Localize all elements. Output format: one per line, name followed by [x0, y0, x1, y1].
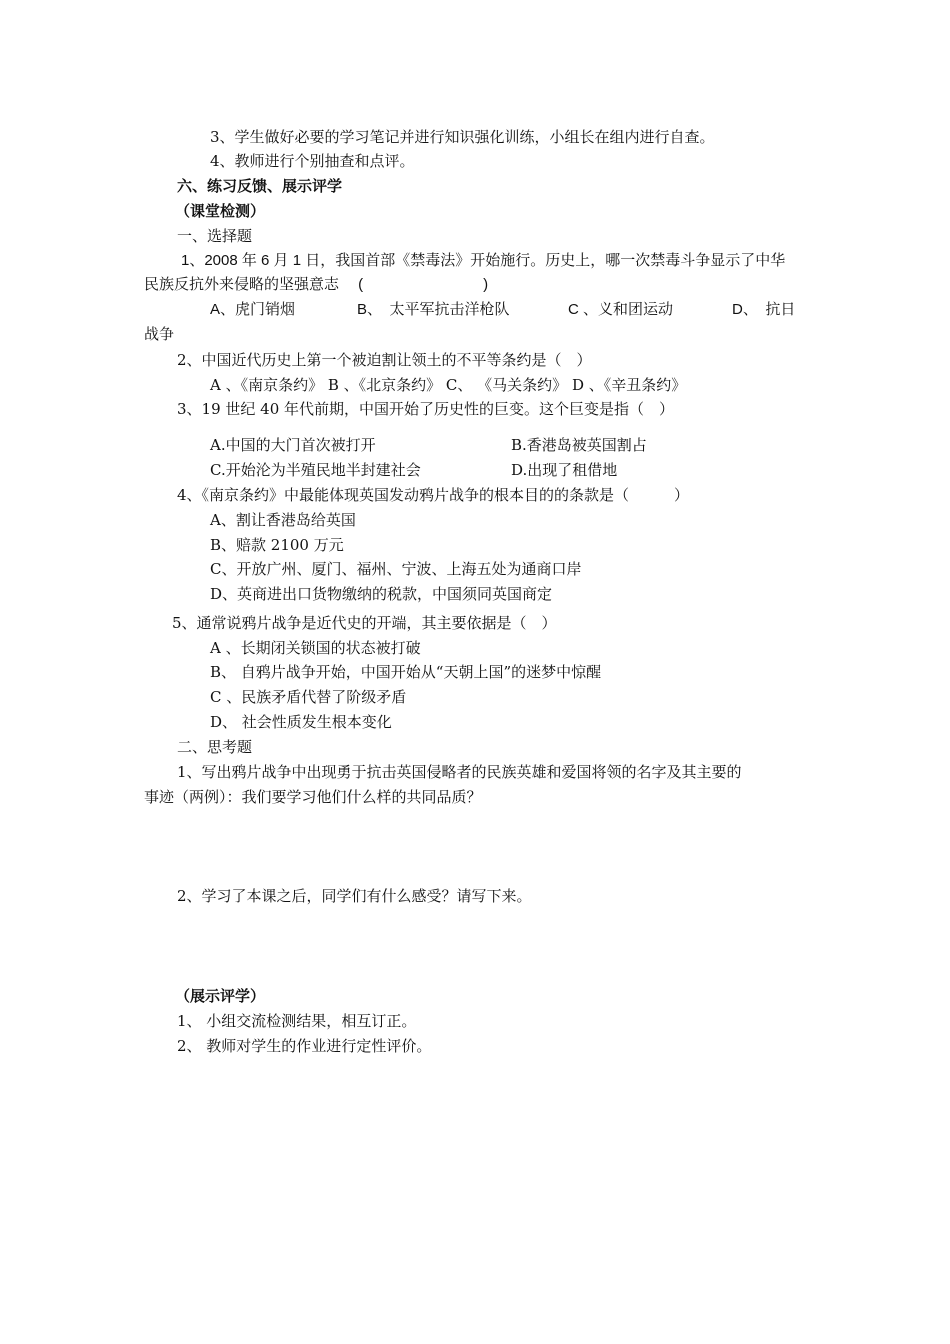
q1-stem-line-1: 1、2008 年 6 月 1 日，我国首部《禁毒法》开始施行。历史上，哪一次禁毒斗争显示了中华: [181, 252, 786, 269]
q5-option-a: A 、长期闭关锁国的状态被打破: [210, 639, 421, 657]
q1-option-b: B、 太平军抗击洋枪队: [357, 301, 510, 318]
q1-stem-line-2: 民族反抗外来侵略的坚强意志 ( ): [144, 276, 489, 293]
q1-option-d: D、 抗日: [732, 301, 796, 318]
q2-options: A 、《南京条约》 B 、《北京条约》 C、 《马关条约》 D 、《辛丑条约》: [210, 376, 687, 394]
q3-option-c: C.开始沦为半殖民地半封建社会: [210, 461, 421, 479]
q3-stem: 3、19 世纪 40 年代前期，中国开始了历史性的巨变。这个巨变是指（ ）: [177, 400, 675, 418]
thinking-questions-heading: 二、思考题: [177, 738, 253, 756]
q2-stem: 2、中国近代历史上第一个被迫割让领土的不平等条约是（ ）: [177, 351, 592, 369]
q1-option-c: C 、义和团运动: [568, 301, 674, 318]
thinking-q1-line-1: 1、写出鸦片战争中出现勇于抗击英国侵略者的民族英雄和爱国将领的名字及其主要的: [177, 763, 742, 781]
q4-option-c: C、开放广州、厦门、福州、宁波、上海五处为通商口岸: [210, 560, 582, 578]
q4-option-d: D、英商进出口货物缴纳的税款，中国须同英国商定: [210, 585, 553, 603]
q3-option-a: A.中国的大门首次被打开: [210, 436, 376, 454]
q5-option-d: D、 社会性质发生根本变化: [210, 713, 392, 731]
q1-option-a: A、虎门销烟: [210, 301, 296, 318]
q4-option-b: B、赔款 2100 万元: [210, 536, 344, 554]
step-4-text: 4、教师进行个别抽查和点评。: [210, 152, 415, 170]
q5-stem: 5、通常说鸦片战争是近代史的开端，其主要依据是（ ）: [172, 614, 557, 632]
showcase-item-1: 1、 小组交流检测结果，相互订正。: [177, 1012, 417, 1030]
q3-option-b: B.香港岛被英国割占: [511, 436, 647, 454]
q3-option-d: D.出现了租借地: [511, 461, 618, 479]
q1-option-d-continued: 战争: [144, 326, 175, 343]
thinking-q1-line-2: 事迹（两例）：我们要学习他们什么样的共同品质？: [144, 788, 482, 806]
q5-option-c: C 、民族矛盾代替了阶级矛盾: [210, 688, 407, 706]
class-test-heading: （课堂检测）: [175, 202, 266, 220]
thinking-q2: 2、学习了本课之后，同学们有什么感受？请写下来。: [177, 887, 532, 905]
showcase-heading: （展示评学）: [175, 987, 266, 1005]
q4-option-a: A、割让香港岛给英国: [210, 511, 356, 529]
q5-option-b: B、 自鸦片战争开始，中国开始从“天朝上国”的迷梦中惊醒: [210, 663, 602, 681]
q4-stem: 4、《南京条约》中最能体现英国发动鸦片战争的根本目的的条款是（ ）: [177, 486, 690, 504]
showcase-item-2: 2、 教师对学生的作业进行定性评价。: [177, 1037, 432, 1055]
step-3-text: 3、学生做好必要的学习笔记并进行知识强化训练，小组长在组内进行自查。: [210, 128, 715, 146]
choice-questions-heading: 一、选择题: [177, 227, 253, 245]
section-6-title: 六、练习反馈、展示评学: [177, 177, 343, 195]
